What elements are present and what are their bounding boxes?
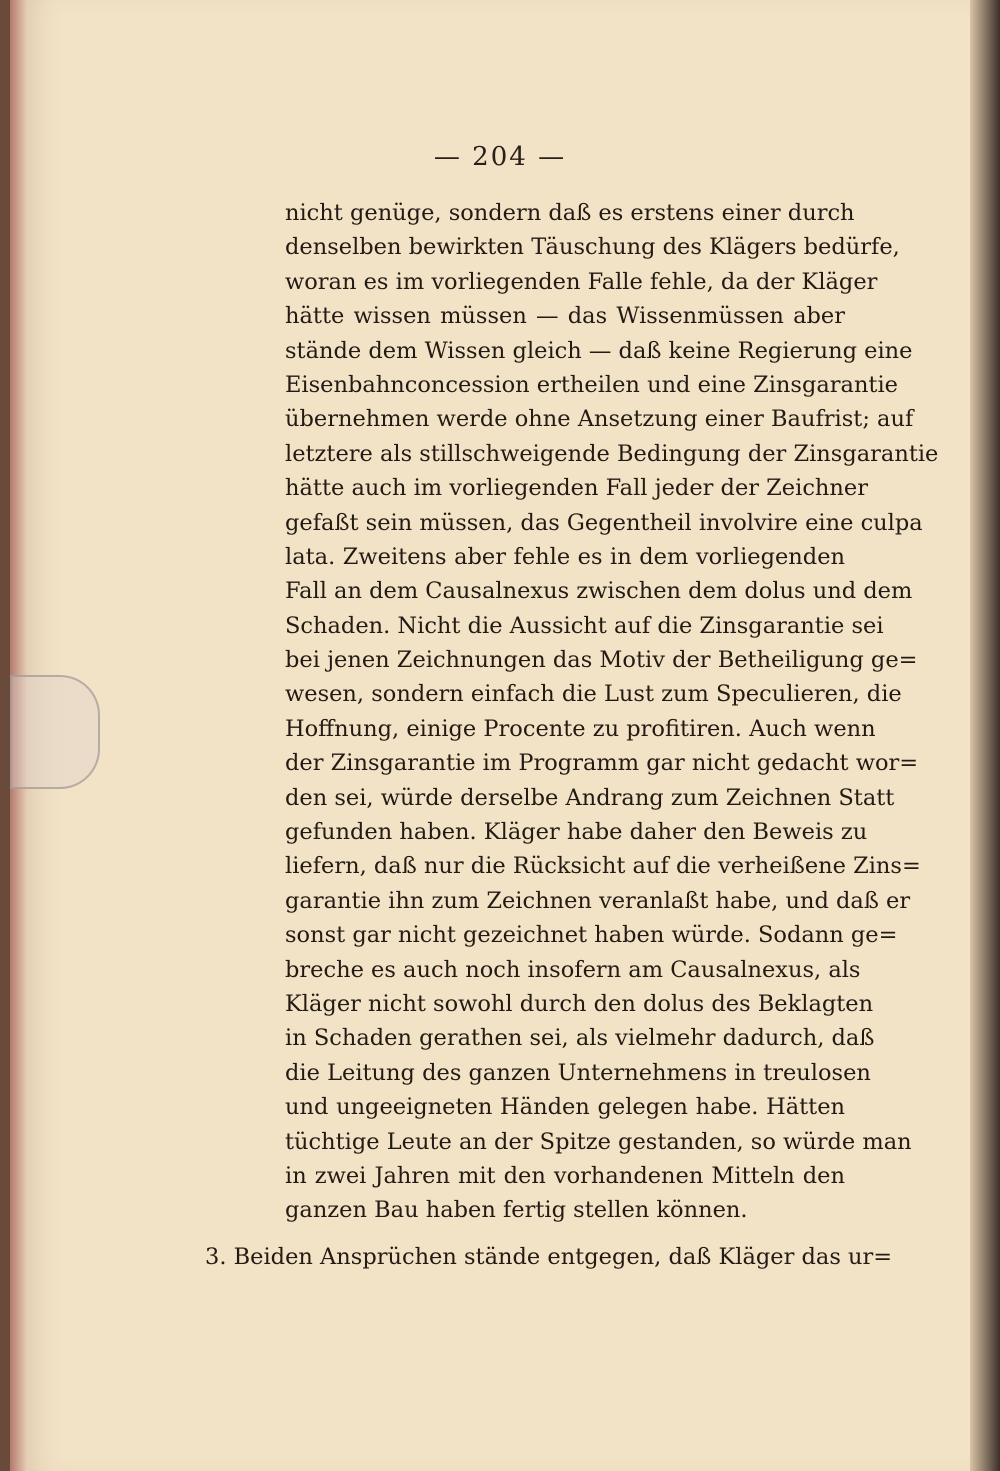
body-text bbox=[285, 196, 939, 1228]
text-line: der Zinsgarantie im Programm gar nicht gedacht wor= bbox=[285, 750, 919, 777]
text-line: nicht genüge, sondern daß es erstens einer durch bbox=[285, 200, 855, 226]
text-line: lata. Zweitens aber fehle es in dem vorliegenden bbox=[285, 543, 845, 570]
text-line: in Schaden gerathen sei, als vielmehr dadurch, daß bbox=[285, 1025, 875, 1052]
text-line: woran es im vorliegenden Falle fehle, da der Kläger bbox=[285, 268, 878, 295]
text-line: Hoffnung, einige Procente zu profitiren. Auch wenn bbox=[285, 715, 876, 742]
text-line: bei jenen Zeichnungen das Motiv der Betheiligung ge= bbox=[285, 647, 918, 674]
text-line: gefunden haben. Kläger habe daher den Beweis zu bbox=[285, 819, 868, 846]
text-line: breche es auch noch insofern am Causalnexus, als bbox=[285, 956, 861, 983]
text-line: letztere als stillschweigende Bedingung der Zinsgarantie bbox=[285, 440, 939, 467]
text-line: in zwei Jahren mit den vorhandenen Mitteln den bbox=[285, 1162, 845, 1189]
page-number: — 204 — bbox=[433, 142, 567, 172]
text-line: hätte auch im vorliegenden Fall jeder der Zeichner bbox=[285, 475, 868, 502]
text-line: tüchtige Leute an der Spitze gestanden, so würde man bbox=[285, 1128, 912, 1155]
text-line: den sei, würde derselbe Andrang zum Zeichnen Statt bbox=[285, 784, 895, 811]
text-line: und ungeeigneten Händen gelegen habe. Hätten bbox=[285, 1094, 845, 1121]
page-clip bbox=[10, 675, 100, 789]
numbered-item-3: 3. Beiden Ansprüchen stände entgegen, daß Kläger das ur= bbox=[205, 1244, 893, 1270]
text-line: garantie ihn zum Zeichnen veranlaßt habe, und daß er bbox=[285, 887, 911, 914]
text-line: denselben bewirkten Täuschung des Klägers bedürfe, bbox=[285, 234, 900, 261]
text-line: liefern, daß nur die Rücksicht auf die verheißene Zins= bbox=[285, 853, 921, 880]
text-line: Fall an dem Causalnexus zwischen dem dolus und dem bbox=[285, 578, 913, 605]
text-line: die Leitung des ganzen Unternehmens in treulosen bbox=[285, 1059, 871, 1086]
text-line: gefaßt sein müssen, das Gegentheil involvire eine culpa bbox=[285, 509, 923, 536]
text-line: wesen, sondern einfach die Lust zum Speculieren, die bbox=[285, 681, 902, 708]
text-line: sonst gar nicht gezeichnet haben würde. Sodann ge= bbox=[285, 922, 898, 949]
text-line: stände dem Wissen gleich — daß keine Regierung eine bbox=[285, 337, 913, 364]
text-line: Kläger nicht sowohl durch den dolus des Beklagten bbox=[285, 990, 874, 1017]
text-line: hätte wissen müssen — das Wissenmüssen aber bbox=[285, 303, 845, 330]
text-line: ganzen Bau haben fertig stellen können. bbox=[285, 1197, 748, 1224]
text-line: Schaden. Nicht die Aussicht auf die Zinsgarantie sei bbox=[285, 612, 884, 639]
text-line: übernehmen werde ohne Ansetzung einer Baufrist; auf bbox=[285, 406, 914, 433]
text-line: Eisenbahnconcession ertheilen und eine Zinsgarantie bbox=[285, 371, 898, 398]
page-edge bbox=[970, 0, 1000, 1471]
